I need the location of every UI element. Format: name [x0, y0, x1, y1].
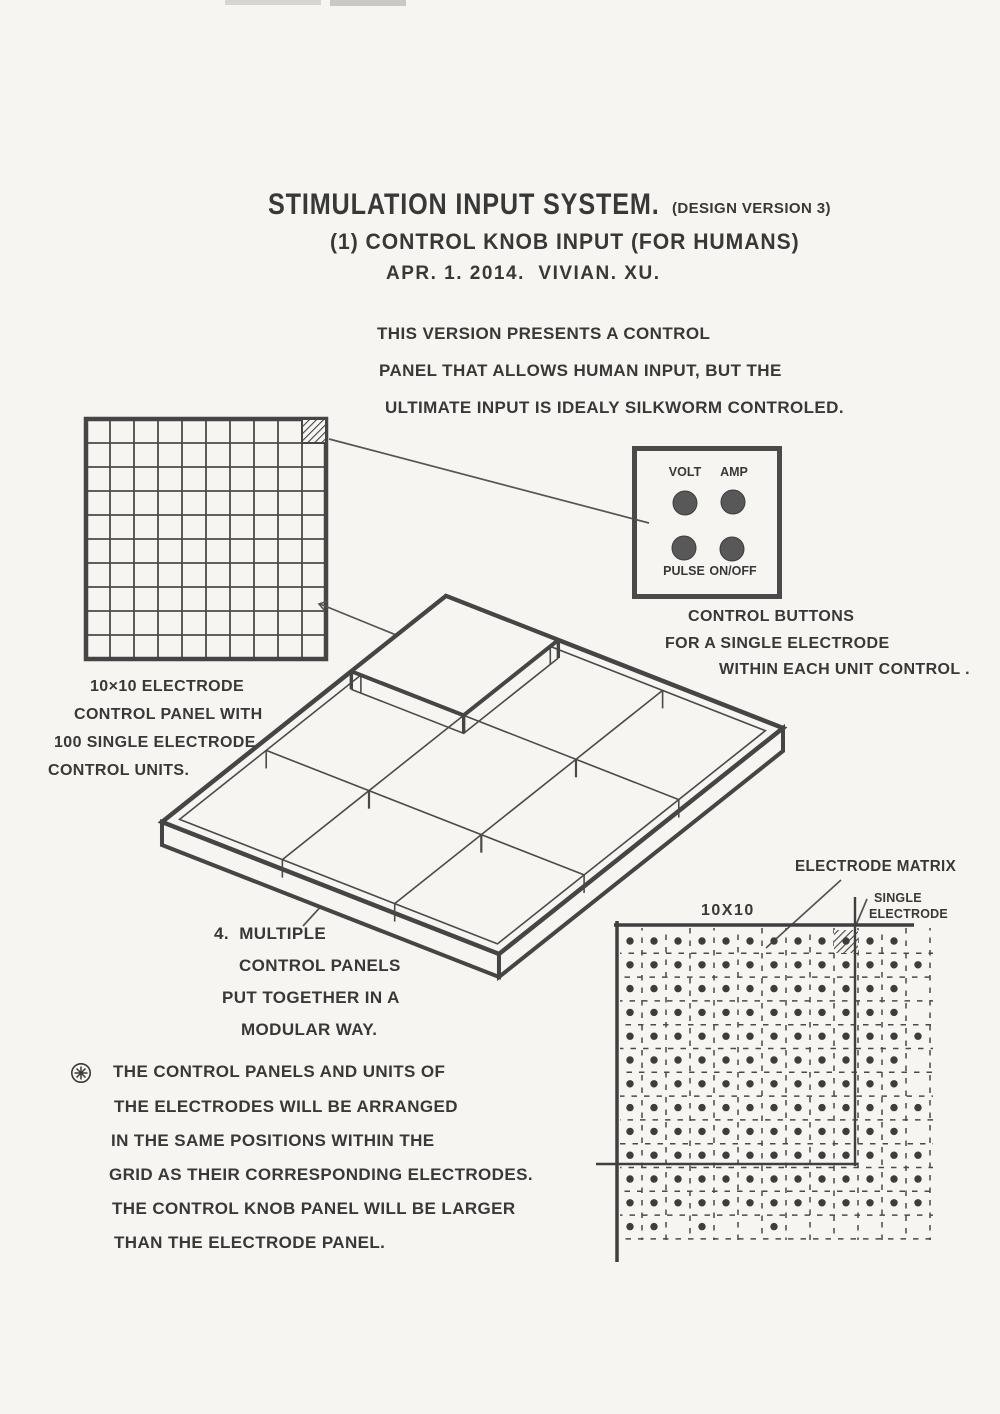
intro-line: PANEL THAT ALLOWS HUMAN INPUT, BUT THE — [379, 361, 782, 380]
tray-caption-line: 4. MULTIPLE — [214, 924, 327, 943]
knob-panel-caption-line: CONTROL BUTTONS — [688, 608, 855, 625]
knob-panel-caption-line: FOR A SINGLE ELECTRODE — [665, 635, 890, 652]
single-electrode-label-line: SINGLE — [874, 891, 922, 905]
volt-knob — [673, 491, 698, 516]
page-subtitle: (1) CONTROL KNOB INPUT (FOR HUMANS) — [330, 229, 800, 254]
intro-line: THIS VERSION PRESENTS A CONTROL — [377, 324, 711, 343]
scan-artifact-top — [225, 0, 406, 6]
tray-caption-line: MODULAR WAY. — [241, 1020, 378, 1039]
modular-tray — [162, 596, 783, 977]
knob-panel — [632, 446, 782, 599]
circled-asterisk-icon — [70, 1062, 92, 1084]
page-title: STIMULATION INPUT SYSTEM. — [268, 188, 660, 221]
pulse-knob-label: PULSE — [663, 564, 705, 578]
hatched-single-unit-cell — [302, 419, 326, 443]
volt-knob-label: VOLT — [668, 465, 702, 479]
title-version-note: (DESIGN VERSION 3) — [672, 200, 831, 217]
footnote-line: GRID AS THEIR CORRESPONDING ELECTRODES. — [109, 1165, 533, 1184]
on-off-knob — [720, 537, 745, 562]
footnote-line: THAN THE ELECTRODE PANEL. — [114, 1233, 386, 1252]
tray-caption-line: CONTROL PANELS — [239, 956, 401, 975]
footnote-line: IN THE SAME POSITIONS WITHIN THE — [111, 1131, 435, 1150]
single-electrode-label-line: ELECTRODE — [869, 907, 948, 921]
footnote-line: THE CONTROL KNOB PANEL WILL BE LARGER — [112, 1199, 516, 1218]
control-grid-caption-line: 10×10 ELECTRODE — [90, 678, 245, 695]
amp-knob-label: AMP — [720, 465, 748, 479]
amp-knob — [721, 490, 746, 515]
electrode-matrix — [596, 897, 933, 1262]
intro-line: ULTIMATE INPUT IS IDEALY SILKWORM CONTROLED. — [385, 398, 844, 417]
tray-caption-line: PUT TOGETHER IN A — [222, 988, 400, 1007]
on-off-knob-label: ON/OFF — [709, 564, 757, 578]
knob-panel-caption-line: WITHIN EACH UNIT CONTROL . — [719, 661, 970, 678]
footnote-line: THE CONTROL PANELS AND UNITS OF — [113, 1062, 446, 1081]
pulse-knob — [672, 536, 697, 561]
control-grid — [86, 419, 326, 659]
control-grid-caption-line: CONTROL UNITS. — [48, 762, 190, 779]
footnote-line: THE ELECTRODES WILL BE ARRANGED — [114, 1097, 458, 1116]
control-grid-caption-line: 100 SINGLE ELECTRODE — [54, 734, 256, 751]
electrode-matrix-label: ELECTRODE MATRIX — [795, 858, 957, 875]
control-grid-caption-line: CONTROL PANEL WITH — [74, 706, 263, 723]
title-byline: APR. 1. 2014. VIVIAN. XU. — [386, 263, 661, 284]
matrix-size-label: 10X10 — [701, 902, 755, 919]
